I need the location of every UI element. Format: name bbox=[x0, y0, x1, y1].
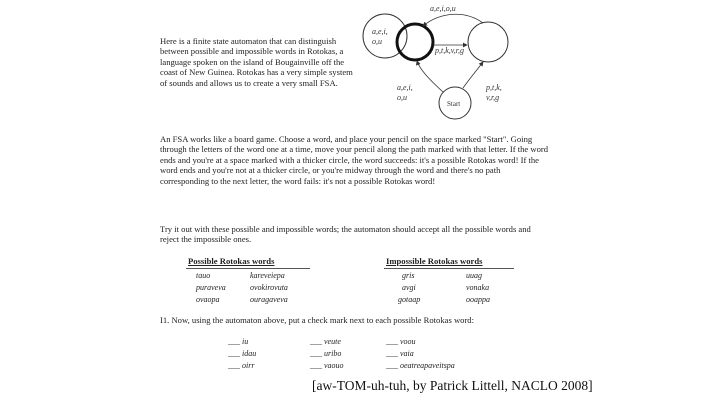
accept-state bbox=[397, 24, 433, 60]
right-state bbox=[468, 22, 508, 62]
blank-c1-r3[interactable]: ___ oirr bbox=[228, 361, 255, 370]
impossible-words-rule bbox=[384, 268, 514, 269]
label-start-center-1: a,e,i, bbox=[397, 83, 413, 92]
possible-col2-r1: kareveiepa bbox=[250, 271, 285, 280]
label-left-loop-2: o,u bbox=[372, 37, 382, 46]
possible-col1-r1: tauo bbox=[196, 271, 211, 280]
label-start-node: Start bbox=[447, 100, 461, 108]
possible-col2-r3: ouragaveva bbox=[250, 295, 288, 304]
edge-start-right bbox=[463, 62, 483, 88]
blank-c2-r3[interactable]: ___ vaouo bbox=[310, 361, 344, 370]
blank-c3-r1[interactable]: ___ voou bbox=[386, 337, 416, 346]
label-top-edge: a,e,i,o,u bbox=[430, 4, 456, 13]
blank-c3-r2[interactable]: ___ vaia bbox=[386, 349, 414, 358]
possible-col1-r3: ovaopa bbox=[196, 295, 220, 304]
blank-c2-r2[interactable]: ___ uribo bbox=[310, 349, 342, 358]
possible-col2-r2: ovokirovuta bbox=[250, 283, 288, 292]
explanation-paragraph: An FSA works like a board game. Choose a word, and place your pencil on the space marked "Start". Going through the letters of the word one at a time, move your pencil along the path marked with that letter. If the word ends and you're at a space marked with a thicker circle, the word succeeds: it's a possible Rotokas word! If the word ends and you're not at a thicker circle, or you're midway through the word and there's no path corresponding to the next letter, the word fails: it's not a possible Rotokas word! bbox=[160, 134, 549, 186]
edge-top bbox=[423, 14, 483, 26]
label-start-right-2: v,r,g bbox=[486, 93, 500, 102]
possible-col1-r2: puraveva bbox=[196, 283, 226, 292]
edge-start-center bbox=[417, 61, 443, 92]
question-text: I1. Now, using the automaton above, put a check mark next to each possible Rotokas word: bbox=[160, 315, 474, 325]
possible-words-title: Possible Rotokas words bbox=[188, 256, 275, 266]
fsa-diagram bbox=[355, 0, 550, 130]
impossible-col2-r1: uuag bbox=[466, 271, 482, 280]
impossible-words-title: Impossible Rotokas words bbox=[386, 256, 483, 266]
possible-words-rule bbox=[186, 268, 310, 269]
credit-caption: [aw-TOM-uh-tuh, by Patrick Littell, NACLO 2008] bbox=[312, 378, 593, 393]
label-center-right: p,t,k,v,r,g bbox=[435, 46, 464, 55]
label-start-right-1: p,t,k, bbox=[486, 83, 502, 92]
impossible-col1-r3: gotaap bbox=[398, 295, 421, 304]
intro-paragraph: Here is a finite state automaton that can distinguish between possible and impossible words in Rotokas, a language spoken on the island of Bougainville off the coast of New Guinea. Rotokas has a very simple system of sounds and allows us to create a very small FSA. bbox=[160, 36, 353, 88]
try-it-paragraph: Try it out with these possible and impossible words; the automaton should accept all the possible words and reject the impossible ones. bbox=[160, 224, 531, 245]
label-left-loop-1: a,e,i, bbox=[372, 27, 388, 36]
blank-c3-r3[interactable]: ___ oeatreapaveitspa bbox=[386, 361, 455, 370]
blank-c1-r2[interactable]: ___ idau bbox=[228, 349, 257, 358]
impossible-col1-r1: gris bbox=[402, 271, 415, 280]
impossible-col2-r3: ooappa bbox=[466, 295, 490, 304]
label-start-center-2: o,u bbox=[397, 93, 407, 102]
blank-c1-r1[interactable]: ___ iu bbox=[228, 337, 249, 346]
impossible-col1-r2: avgi bbox=[402, 283, 416, 292]
blank-c2-r1[interactable]: ___ veute bbox=[310, 337, 341, 346]
impossible-col2-r2: vonaka bbox=[466, 283, 490, 292]
